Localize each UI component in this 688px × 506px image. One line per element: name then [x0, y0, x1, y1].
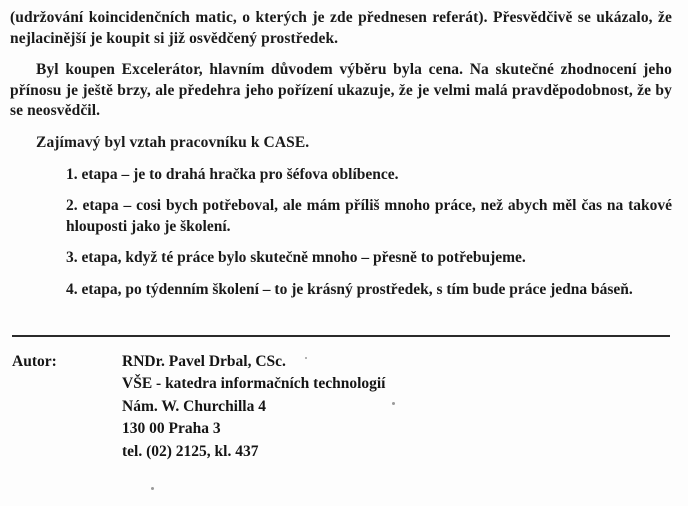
paragraph-vztah: Zajímavý byl vztah pracovníku k CASE.	[36, 134, 310, 152]
scan-speck-3	[305, 357, 307, 359]
author-details	[122, 351, 386, 463]
stage-item-4: 4. etapa, po týdenním školení – to je krásný prostředek, s tím bude práce jedna báseň.	[66, 281, 633, 299]
author-phone: tel. (02) 2125, kl. 437	[122, 442, 259, 460]
stage-item-3: 3. etapa, když té práce bylo skutečně mnoho – přesně to potřebujeme.	[66, 249, 526, 267]
stage-item-1: 1. etapa – je to drahá hračka pro šéfova oblíbence.	[66, 165, 399, 183]
author-label: Autor:	[12, 352, 57, 370]
author-block	[10, 351, 672, 463]
horizontal-divider	[12, 335, 670, 337]
author-affiliation: VŠE - katedra informačních technologií	[122, 375, 386, 393]
paragraph-continuation: (udržování koincidenčních matic, o kterých je zde přednesen referát). Přesvědčivě se ukázalo, že nejlacinější je koupit si již osvědčený prostředek.	[10, 9, 672, 47]
scan-speck-2	[151, 487, 154, 490]
author-city: 130 00 Praha 3	[122, 420, 221, 438]
author-street: Nám. W. Churchilla 4	[122, 397, 266, 415]
stage-item-2: 2. etapa – cosi bych potřeboval, ale mám příliš mnoho práce, než abych měl čas na takové hlouposti jako je školení.	[66, 197, 672, 235]
author-name: RNDr. Pavel Drbal, CSc.	[122, 352, 286, 370]
scan-speck-1	[392, 402, 395, 405]
paragraph-excelerator: Byl koupen Excelerátor, hlavním důvodem výběru byla cena. Na skutečné zhodnocení jeho přínosu je ještě brzy, ale předehra jeho pořízení ukazuje, že je velmi malá pravděpodobnost, že by se neosvědčil.	[10, 61, 672, 120]
